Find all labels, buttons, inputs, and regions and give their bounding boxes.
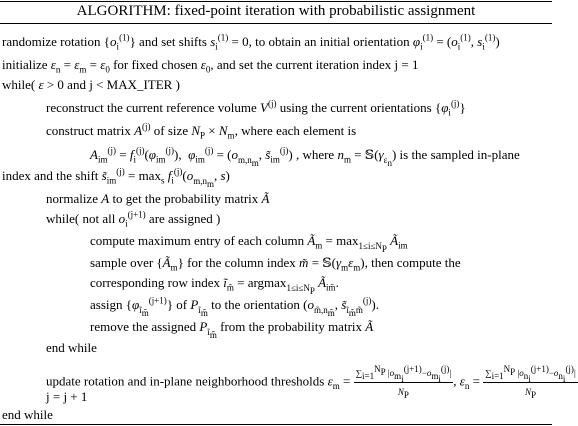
top-rule xyxy=(0,1,552,2)
line-2: initialize $\varepsilon_n = \varepsilon_m = \varepsilon_0$ for fixed chosen $\varepsilon_0$, and set the current iteration index j = 1 xyxy=(2,57,419,75)
title-rule xyxy=(0,23,552,24)
epsilon-n-fraction: $\frac{\sum_{i=1}^{N_P} |o_{n_i}^{(j+1)}-o_{n_i}^{(j)}|}{N_P}$ xyxy=(485,364,576,400)
line-13: assign $\{\varphi_{ĩ_{m̃}}^{(j+1)}\}$ of $P_{ĩ_{m̃}}$ to the orientation ($o_{m̃,n_{m̃}}$, $s̃_{ĩ_{m̃}m̃}^{(j)}$). xyxy=(90,295,379,318)
epsilon-m-fraction: $\frac{\sum_{i=1}^{N_P} |o_{m_i}^{(j+1)}-o_{m_i}^{(j)}|}{N_P}$ xyxy=(355,364,452,400)
line-1: randomize rotation $\{o_i^{(1)}\}$ and set shifts $s_i^{(1)} = 0$, to obtain an initial orientation $\varphi_i^{(1)} = (o_i^{(1)}$, $s_i^{(1)}$) xyxy=(2,32,500,52)
line-14: remove the assigned $P_{ĩ_{m̃}}$ from the probability matrix Ã xyxy=(90,319,374,340)
line-12: corresponding row index $ĩ_{m̃} = argmax_{1\le i\le N_P}$ $Ã_{im̃}$. xyxy=(90,275,339,296)
line-18: end while xyxy=(2,407,53,422)
line-11: sample over $\{Ã_m\}$ for the column index m̃ = $𝕊(\gamma_m\varepsilon_m)$, then compute the xyxy=(90,255,461,273)
line-6: $A_{im}^{(j)} = f_i^{(j)}(\varphi_{im}^{(j)})$, $\varphi_{im}^{(j)} = (o_{m,n_m}$, $s̃_{im}^{(j)}$) , where $n_m$ = $𝕊(\gamma_{\varepsilon_n})$ is the sampled in-plane xyxy=(90,145,520,168)
line-8: normalize A to get the probability matrix Ã xyxy=(46,191,270,206)
algorithm-title: ALGORITHM: fixed-point iteration with probabilistic assignment xyxy=(76,3,476,19)
line-7: index and the shift $s̃_{im}^{(j)} = \max_s f_i^{(j)}(o_{m,n_m}$, s) xyxy=(2,166,230,189)
line-3: while( ε > 0 and j < MAX_ITER ) xyxy=(2,77,180,92)
line-15: end while xyxy=(46,340,97,355)
line-9: while( not all $o_i^{(j+1)}$ are assigned ) xyxy=(46,209,221,229)
line-5: construct matrix $A^{(j)}$ of size $N_P \times N_m$, where each element is xyxy=(46,121,357,141)
bottom-rule xyxy=(0,424,552,425)
line-10: compute maximum entry of each column $Ã_m = \max_{1\le i\le N_P}$ $Ã_{im}$ xyxy=(90,233,408,254)
line-16: update rotation and in-plane neighborhood thresholds $\varepsilon_m$ = $\frac{\sum_{i=1}^{N_P} |o_{m_i}^{(j+1)}-o_{m_i}^{(j)}|}{N_P}$ , $\varepsilon_n$ = $\frac{\sum_{i=1}^{N_P} |o_{n_i}^{(j+1)}-o_{n_i}^{(j)}|}{N_P}$ xyxy=(46,364,576,400)
line-17: j = j + 1 xyxy=(46,389,88,404)
line-4: reconstruct the current reference volume $V^{(j)}$ using the current orientations $\{\varphi_i^{(j)}\}$ xyxy=(46,98,466,118)
